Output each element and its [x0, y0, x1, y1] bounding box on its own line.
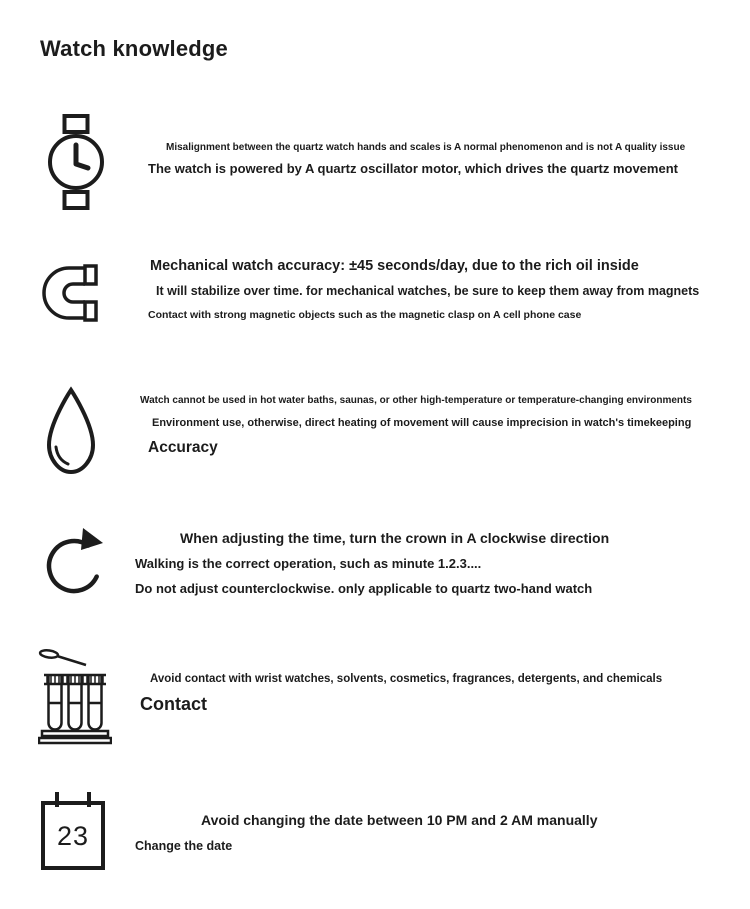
- section-text: [140, 673, 662, 715]
- clockwise-arrow-icon: [44, 524, 108, 598]
- calendar-day: 23: [56, 821, 90, 851]
- chemicals-icon: [38, 645, 112, 745]
- calendar-icon: [40, 790, 106, 872]
- section-text: [148, 142, 685, 176]
- section-text: [148, 258, 699, 321]
- info-line: The watch is powered by A quartz oscillator motor, which drives the quartz movement: [148, 161, 678, 176]
- section-text: [140, 395, 692, 457]
- water-drop-icon: [40, 385, 102, 477]
- info-line: Misalignment between the quartz watch hands and scales is A normal phenomenon and is not A quality issue: [166, 142, 686, 153]
- info-line: When adjusting the time, turn the crown in A clockwise direction: [180, 530, 610, 546]
- section-text: [135, 812, 597, 853]
- accuracy-label: Accuracy: [148, 439, 218, 456]
- info-line: Mechanical watch accuracy: ±45 seconds/day, due to the rich oil inside: [150, 258, 639, 274]
- change-date-label: Change the date: [135, 839, 233, 853]
- magnet-icon: [42, 262, 100, 324]
- info-line: Avoid contact with wrist watches, solvents, cosmetics, fragrances, detergents, and chemicals: [150, 673, 663, 685]
- info-line: Do not adjust counterclockwise. only applicable to quartz two-hand watch: [135, 581, 593, 596]
- info-line: It will stabilize over time. for mechanical watches, be sure to keep them away from magnets: [156, 284, 700, 298]
- info-line: Avoid changing the date between 10 PM and 2 AM manually: [201, 812, 598, 828]
- section-text: [135, 530, 609, 596]
- info-line: Environment use, otherwise, direct heating of movement will cause imprecision in watch's timekeeping: [152, 417, 692, 429]
- info-line: Walking is the correct operation, such as minute 1.2.3....: [135, 556, 482, 571]
- watch-icon: [45, 113, 107, 211]
- info-line: Contact with strong magnetic objects such as the magnetic clasp on A cell phone case: [148, 309, 582, 321]
- info-line: Watch cannot be used in hot water baths, saunas, or other high-temperature or temperature-changing environments: [140, 395, 692, 406]
- page-title: Watch knowledge: [40, 36, 228, 61]
- contact-label: Contact: [140, 694, 207, 714]
